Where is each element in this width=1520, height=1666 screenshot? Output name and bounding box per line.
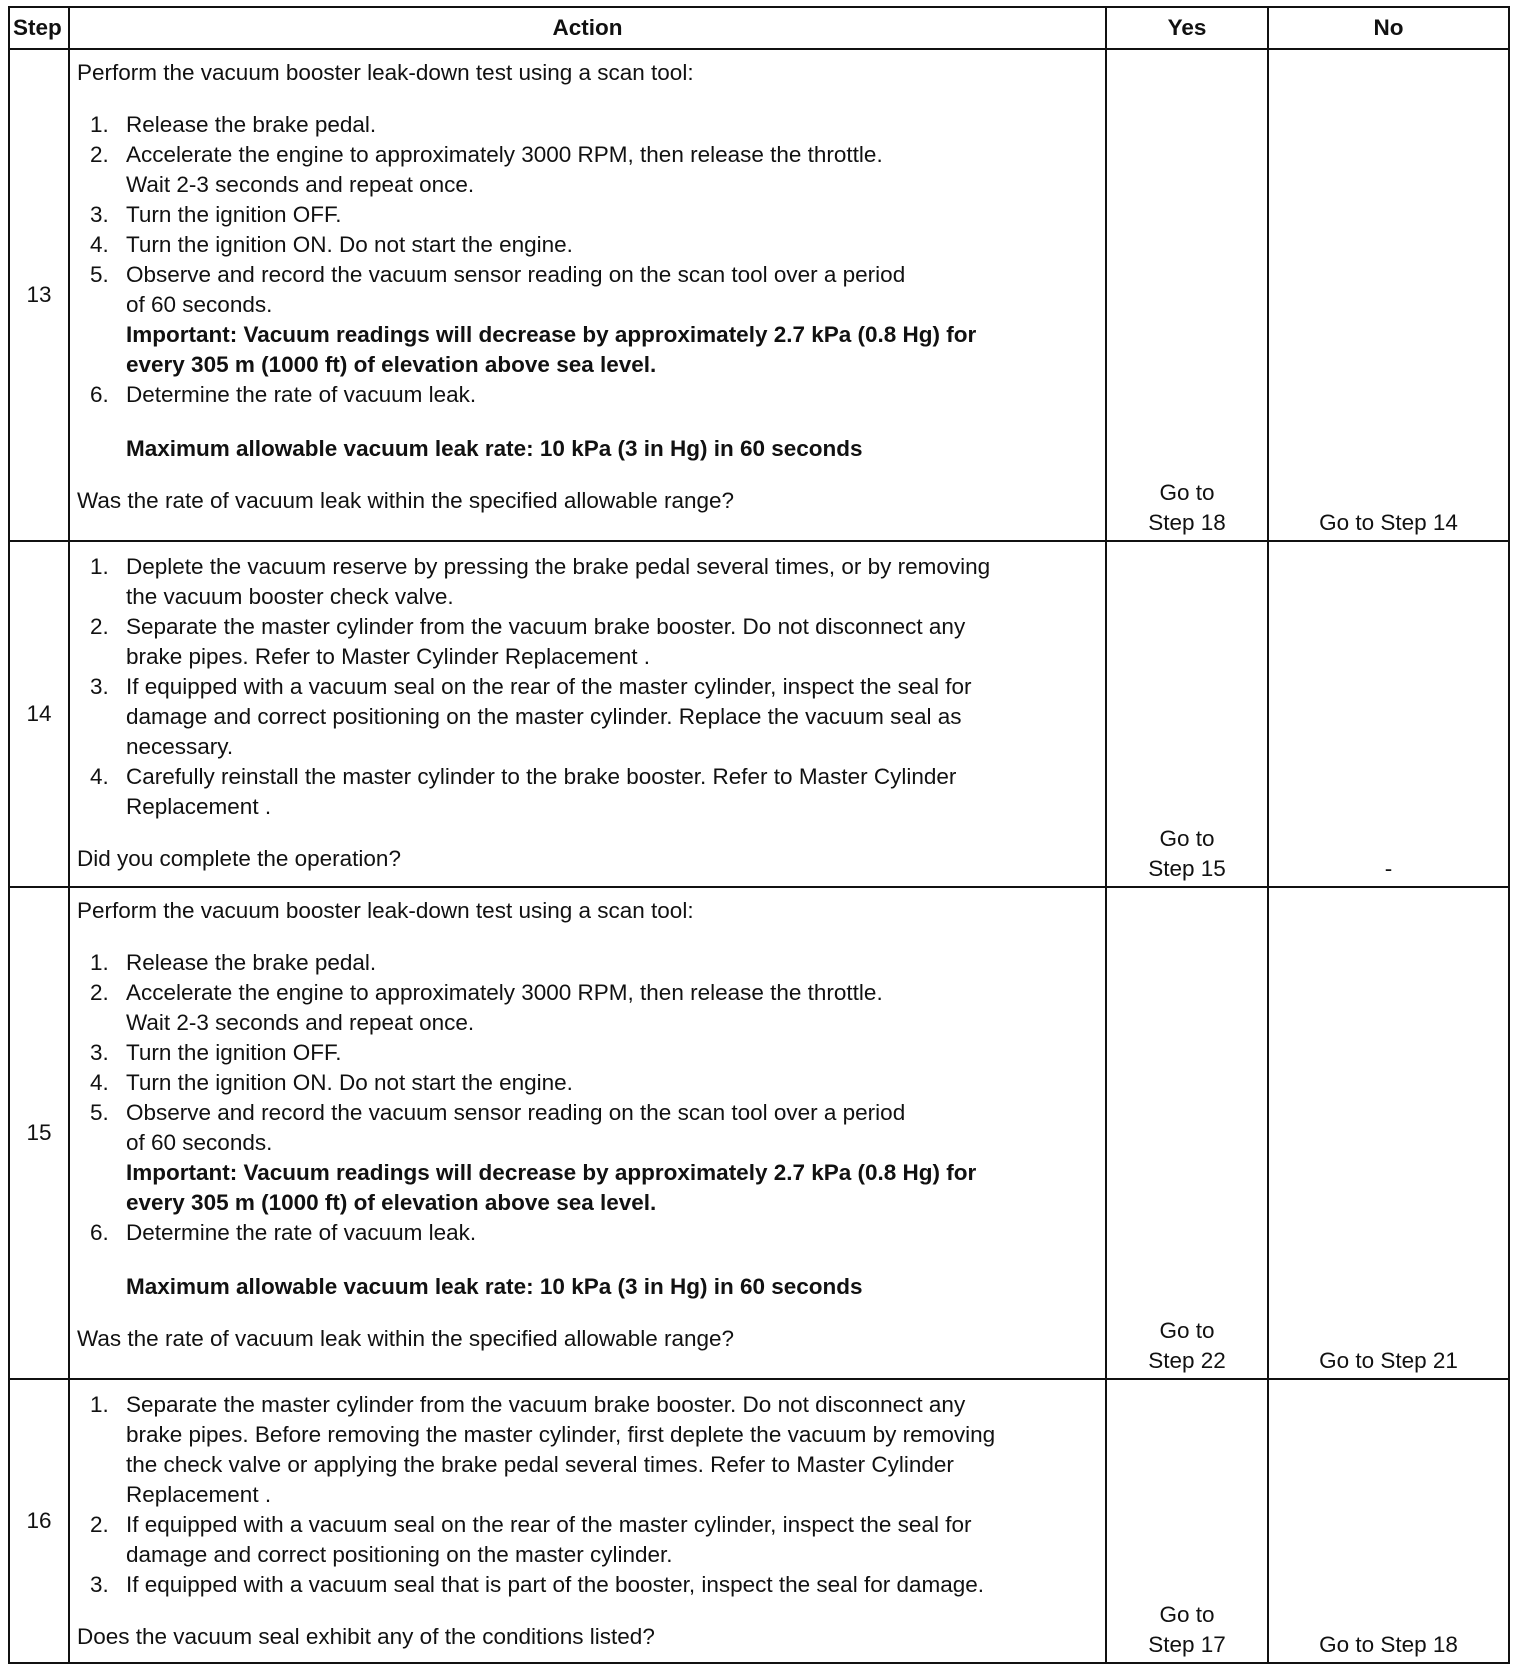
header-no: No	[1268, 7, 1509, 49]
list-item: 3. Turn the ignition OFF.	[90, 1040, 342, 1065]
spec-note: Maximum allowable vacuum leak rate: 10 kPa (3 in Hg) in 60 seconds	[126, 1274, 863, 1299]
list-item: 2. Separate the master cylinder from the vacuum brake booster. Do not disconnect any brake pipes. Refer to Master Cylinder Replacement .	[90, 614, 966, 669]
action-steps-list	[77, 552, 1099, 822]
no-cell: Go to Step 21	[1268, 887, 1509, 1379]
action-intro: Perform the vacuum booster leak-down test using a scan tool:	[77, 898, 694, 923]
action-steps-list	[77, 1390, 1099, 1600]
table-row	[9, 1379, 1509, 1663]
step-number: 14	[9, 541, 69, 887]
table-header-row	[9, 7, 1509, 49]
step-number: 15	[9, 887, 69, 1379]
step-number: 13	[9, 49, 69, 541]
important-note: Important: Vacuum readings will decrease by approximately 2.7 kPa (0.8 Hg) for every 305 m (1000 ft) of elevation above sea level.	[126, 1160, 977, 1215]
list-item: 3. If equipped with a vacuum seal on the rear of the master cylinder, inspect the seal for damage and correct positioning on the master cylinder. Replace the vacuum seal as necessary.	[90, 674, 972, 759]
question-text: Does the vacuum seal exhibit any of the conditions listed?	[77, 1624, 655, 1649]
list-item: 1. Release the brake pedal.	[90, 112, 377, 137]
list-item: 6. Determine the rate of vacuum leak.	[90, 1220, 477, 1245]
action-intro: Perform the vacuum booster leak-down test using a scan tool:	[77, 60, 694, 85]
list-item: 3. Turn the ignition OFF.	[90, 202, 342, 227]
question-text: Was the rate of vacuum leak within the specified allowable range?	[77, 488, 735, 513]
list-item: 2. If equipped with a vacuum seal on the rear of the master cylinder, inspect the seal for damage and correct positioning on the master cylinder.	[90, 1512, 972, 1567]
list-item: 1. Separate the master cylinder from the vacuum brake booster. Do not disconnect any brake pipes. Before removing the master cylinder, first deplete the vacuum by removing the check valve or applying the brake pedal several times. Refer to Master Cylinder Replacement .	[90, 1392, 996, 1507]
no-cell: Go to Step 18	[1268, 1379, 1509, 1663]
header-action: Action	[69, 7, 1106, 49]
diagnostic-table	[8, 6, 1510, 1664]
yes-cell: Go to Step 17	[1106, 1379, 1268, 1663]
table-row	[9, 49, 1509, 541]
header-yes: Yes	[1106, 7, 1268, 49]
action-cell	[69, 49, 1106, 541]
action-steps-list	[77, 948, 1099, 1248]
list-item: 5. Observe and record the vacuum sensor reading on the scan tool over a period of 60 seconds. Important: Vacuum readings will decrease by approximately 2.7 kPa (0.8 Hg) for every 305 m (1000 ft) of elevation above sea level.	[77, 260, 1099, 380]
list-item: 1. Release the brake pedal.	[90, 950, 377, 975]
list-item: 2. Accelerate the engine to approximately 3000 RPM, then release the throttle. Wait 2-3 seconds and repeat once.	[90, 142, 883, 197]
list-item: 2. Accelerate the engine to approximately 3000 RPM, then release the throttle. Wait 2-3 seconds and repeat once.	[90, 980, 883, 1035]
header-step: Step	[9, 7, 69, 49]
table-row	[9, 887, 1509, 1379]
action-steps-list	[77, 110, 1099, 410]
important-note: Important: Vacuum readings will decrease by approximately 2.7 kPa (0.8 Hg) for every 305 m (1000 ft) of elevation above sea level.	[126, 322, 977, 377]
yes-cell: Go to Step 22	[1106, 887, 1268, 1379]
list-item: 4. Carefully reinstall the master cylinder to the brake booster. Refer to Master Cylinder Replacement .	[90, 764, 957, 819]
action-cell	[69, 541, 1106, 887]
question-text: Did you complete the operation?	[77, 846, 401, 871]
action-cell	[69, 887, 1106, 1379]
question-text: Was the rate of vacuum leak within the specified allowable range?	[77, 1326, 735, 1351]
no-cell: Go to Step 14	[1268, 49, 1509, 541]
action-cell	[69, 1379, 1106, 1663]
yes-cell: Go to Step 15	[1106, 541, 1268, 887]
list-item: 5. Observe and record the vacuum sensor reading on the scan tool over a period of 60 seconds. Important: Vacuum readings will decrease by approximately 2.7 kPa (0.8 Hg) for every 305 m (1000 ft) of elevation above sea level.	[77, 1098, 1099, 1218]
yes-cell: Go to Step 18	[1106, 49, 1268, 541]
list-item: 1. Deplete the vacuum reserve by pressing the brake pedal several times, or by removing the vacuum booster check valve.	[90, 554, 991, 609]
table-row	[9, 541, 1509, 887]
no-cell: -	[1268, 541, 1509, 887]
step-number: 16	[9, 1379, 69, 1663]
list-item: 3. If equipped with a vacuum seal that is part of the booster, inspect the seal for damage.	[90, 1572, 985, 1597]
list-item: 4. Turn the ignition ON. Do not start the engine.	[90, 1070, 573, 1095]
spec-note: Maximum allowable vacuum leak rate: 10 kPa (3 in Hg) in 60 seconds	[126, 436, 863, 461]
list-item: 6. Determine the rate of vacuum leak.	[90, 382, 477, 407]
list-item: 4. Turn the ignition ON. Do not start the engine.	[90, 232, 573, 257]
